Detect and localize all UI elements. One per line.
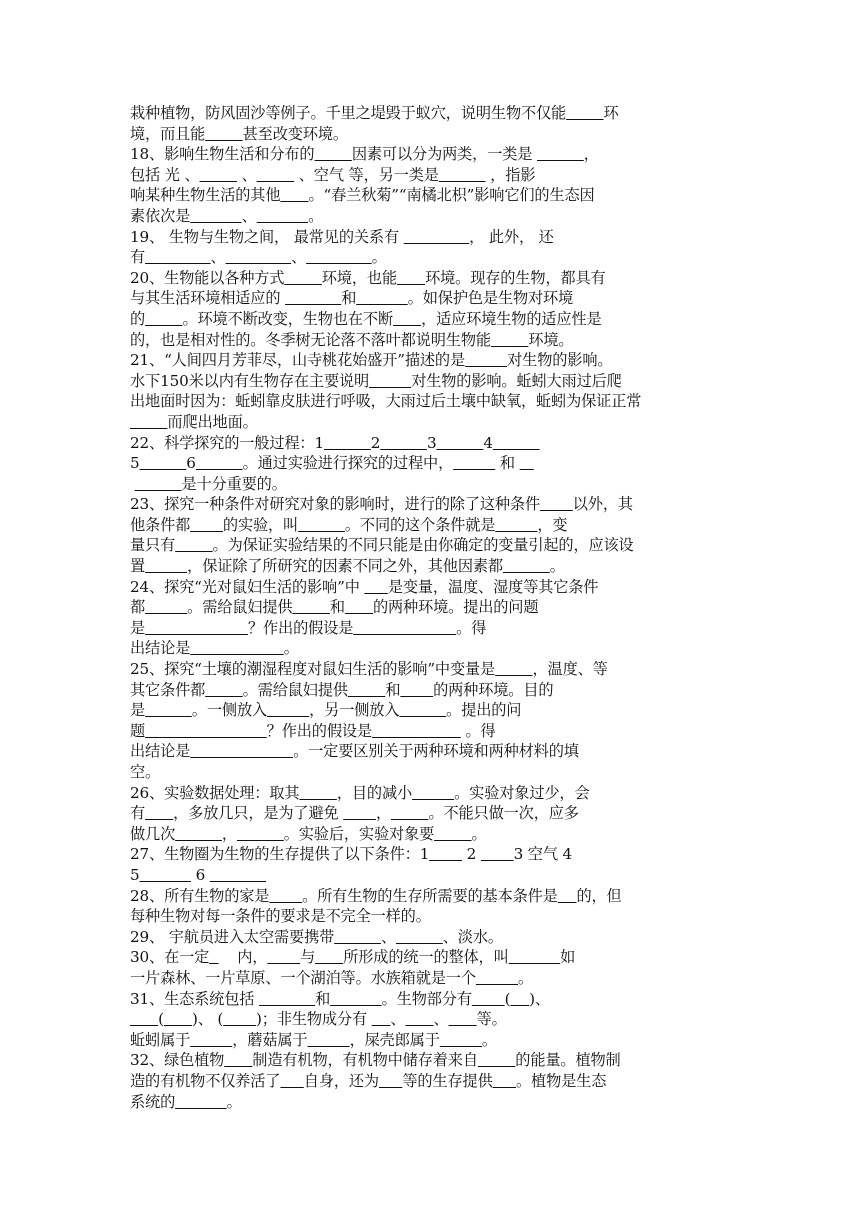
fill-in-blank[interactable] [393, 310, 421, 328]
fill-in-blank[interactable] [405, 1010, 433, 1028]
fill-in-blank[interactable] [412, 784, 454, 802]
fill-in-blank[interactable] [145, 598, 187, 616]
text-line: 与其生活环境相适应的 和 。如保护色是生物对环境 [130, 289, 574, 308]
text-line: 空。 [130, 763, 161, 781]
text-line: 都 。需给鼠妇提供 和 的两种环境。提出的问题 [130, 598, 539, 617]
text-line: 27、生物圈为生物的生存提供了以下条件：1 2 3 空气 4 [130, 845, 573, 864]
fill-in-blank[interactable] [510, 990, 529, 1008]
worksheet-page [130, 103, 724, 1112]
fill-in-blank[interactable] [493, 1072, 516, 1090]
fill-in-blank[interactable] [439, 166, 486, 184]
text-line: 是十分重要的。 [130, 474, 724, 495]
fill-in-blank[interactable] [145, 804, 173, 822]
fill-in-blank[interactable] [481, 845, 514, 863]
fill-in-blank[interactable] [145, 619, 248, 637]
fill-in-blank[interactable] [404, 228, 470, 246]
fill-in-blank[interactable] [379, 1072, 402, 1090]
fill-in-blank[interactable] [145, 722, 267, 740]
text-line: 有 ，多放几只，是为了避免 ， 。不能只做一次，应多 [130, 804, 579, 823]
text-line: 一片森林、一片草原、一个湖泊等。水族箱就是一个 。 [130, 968, 534, 987]
fill-in-blank[interactable] [299, 784, 336, 802]
fill-in-blank[interactable] [537, 145, 584, 163]
fill-in-blank[interactable] [372, 1010, 391, 1028]
text-line: 造的有机物不仅养活了 自身，还为 等的生存提供 。植物是生态 [130, 1071, 607, 1090]
text-line: 系统的 。 [130, 1092, 242, 1111]
text-line: 5 6 [130, 865, 724, 886]
text-line: 包括 光 、 、 、空气 等，另一类是 ，指影 [130, 165, 536, 184]
fill-in-blank[interactable] [190, 742, 293, 760]
text-line: 24、探究“光对鼠妇生活的影响”中 是变量，温度、湿度等其它条件 [130, 577, 599, 596]
fill-in-blank[interactable] [145, 557, 187, 575]
fill-in-blank[interactable] [364, 578, 387, 596]
fill-in-blank[interactable] [200, 166, 237, 184]
fill-in-blank[interactable] [205, 125, 242, 143]
fill-in-blank[interactable] [334, 928, 381, 946]
fill-in-blank[interactable] [369, 372, 411, 390]
fill-in-blank[interactable] [145, 701, 192, 719]
text-line: 的，也是相对性的。冬季树无论落不落叶都说明生物能 环境。 [130, 330, 574, 349]
fill-in-blank[interactable] [400, 681, 433, 699]
fill-in-blank[interactable] [343, 804, 376, 822]
text-line: 23、探究一种条件对研究对象的影响时，进行的除了这种条件 以外，其 [130, 495, 633, 514]
fill-in-blank[interactable] [190, 207, 241, 225]
fill-in-blank[interactable] [380, 434, 427, 452]
text-line: ( )、 ( )；非生物成分有 、 、 等。 [130, 1009, 724, 1030]
fill-in-blank[interactable] [190, 1031, 232, 1049]
fill-in-blank[interactable] [391, 804, 428, 822]
text-line: 31、生态系统包括 和 。生物部分有 ( )、 [130, 989, 550, 1008]
fill-in-blank[interactable] [315, 948, 343, 966]
fill-in-blank[interactable] [520, 454, 534, 472]
text-line: 做几次 ， 。实验后，实验对象要 。 [130, 824, 487, 843]
text-line: 其它条件都 。需给鼠妇提供 和 的两种环境。目的 [130, 680, 554, 699]
fill-in-blank[interactable] [495, 516, 537, 534]
text-line: 29、 宇航员进入太空需要携带 、 、淡水。 [130, 927, 503, 946]
fill-in-blank[interactable] [259, 990, 315, 1008]
text-line: 25、探究“土壤的潮湿程度对鼠妇生活的影响”中变量是 ，温度、等 [130, 660, 608, 679]
text-line: 每种生物对每一条件的要求是不完全一样的。 [130, 907, 431, 926]
fill-in-blank[interactable] [175, 536, 212, 554]
text-line: 出结论是 。 [130, 639, 299, 658]
fill-in-blank[interactable] [145, 310, 182, 328]
text-line: 量只有 。为保证实验结果的不同只能是由你确定的变量引起的，应该设 [130, 536, 634, 555]
fill-in-blank[interactable] [429, 845, 462, 863]
fill-in-blank[interactable] [190, 516, 223, 534]
fill-in-blank[interactable] [269, 887, 302, 905]
fill-in-blank[interactable] [465, 351, 507, 369]
fill-in-blank[interactable] [257, 166, 294, 184]
fill-in-blank[interactable] [223, 1010, 256, 1028]
fill-in-blank[interactable] [175, 825, 222, 843]
fill-in-blank[interactable] [284, 269, 321, 287]
text-line: 有 、 、 。 [130, 248, 387, 267]
fill-in-blank[interactable] [449, 1010, 477, 1028]
fill-in-blank[interactable] [210, 866, 266, 884]
fill-in-blank[interactable] [257, 207, 308, 225]
fill-in-blank[interactable] [190, 639, 284, 657]
fill-in-blank[interactable] [396, 928, 443, 946]
fill-in-blank[interactable] [140, 866, 191, 884]
fill-in-blank[interactable] [267, 948, 300, 966]
fill-in-blank[interactable] [434, 825, 471, 843]
text-line: 21、“人间四月芳菲尽，山寺桃花始盛开”描述的是 对生物的影响。 [130, 351, 613, 370]
fill-in-blank[interactable] [267, 701, 309, 719]
fill-in-blank[interactable] [493, 434, 540, 452]
text-line: 境，而且能 甚至改变环境。 [130, 124, 348, 143]
text-line: 26、实验数据处理：取其 ，目的减小 。实验对象过少，会 [130, 783, 590, 802]
fill-in-blank[interactable] [314, 145, 351, 163]
text-line: 而爬出地面。 [130, 412, 724, 433]
fill-in-blank[interactable] [324, 434, 371, 452]
fill-in-blank[interactable] [135, 475, 182, 493]
fill-in-blank[interactable] [476, 969, 518, 987]
fill-in-blank[interactable] [292, 598, 329, 616]
fill-in-blank[interactable] [306, 248, 372, 266]
fill-in-blank[interactable] [540, 495, 573, 513]
text-line: 19、 生物与生物之间， 最常见的关系有 ， 此外， 还 [130, 227, 554, 246]
fill-in-blank[interactable] [453, 454, 495, 472]
fill-in-blank[interactable] [345, 598, 373, 616]
text-line: 蚯蚓属于 ，蘑菇属于 ，屎壳郎属于 。 [130, 1030, 497, 1049]
text-line: 20、生物能以各种方式 环境，也能 环境。现存的生物，都具有 [130, 268, 606, 287]
fill-in-blank[interactable] [399, 701, 446, 719]
text-line: 32、绿色植物 制造有机物，有机物中储存着来自 的能量。植物制 [130, 1051, 621, 1070]
fill-in-blank[interactable] [372, 722, 461, 740]
fill-in-blank[interactable] [280, 186, 308, 204]
fill-in-blank[interactable] [224, 1051, 252, 1069]
text-line: 置 ，保证除了所研究的因素不同之外，其他因素都 。 [130, 557, 565, 576]
text-line: 水下150米以内有生物存在主要说明 对生物的影响。蚯蚓大雨过后爬 [130, 371, 622, 390]
text-line: 的 。环境不断改变，生物也在不断 ，适应环境生物的适应性是 [130, 309, 602, 328]
fill-in-blank[interactable] [509, 948, 560, 966]
text-line: 素依次是 、 。 [130, 206, 324, 225]
fill-in-blank[interactable] [130, 1010, 158, 1028]
fill-in-blank[interactable] [495, 660, 532, 678]
text-line: 28、所有生物的家是 。所有生物的生存所需要的基本条件是 的，但 [130, 886, 622, 905]
text-line: 22、科学探究的一般过程：1 2 3 4 [130, 433, 724, 454]
fill-in-blank[interactable] [437, 434, 484, 452]
text-line: 30、在一定 内， 与 所形成的统一的整体，叫 如 [130, 948, 576, 967]
fill-in-blank[interactable] [491, 331, 528, 349]
fill-in-blank[interactable] [237, 825, 284, 843]
text-line: 是 ？作出的假设是 。得 [130, 618, 487, 637]
text-line: 他条件都 的实验，叫 。不同的这个条件就是 ，变 [130, 515, 568, 534]
fill-in-blank[interactable] [503, 557, 550, 575]
fill-in-blank[interactable] [478, 1051, 515, 1069]
fill-in-blank[interactable] [226, 248, 292, 266]
fill-in-blank[interactable] [440, 1031, 482, 1049]
fill-in-blank[interactable] [130, 413, 167, 431]
text-line: 栽种植物，防风固沙等例子。千里之堤毁于蚁穴，说明生物不仅能 环 [130, 104, 619, 122]
fill-in-blank[interactable] [397, 269, 425, 287]
fill-in-blank[interactable] [330, 990, 381, 1008]
text-line: 5 6 。通过实验进行探究的过程中， 和 [130, 453, 724, 474]
fill-in-blank[interactable] [348, 681, 385, 699]
fill-in-blank[interactable] [175, 1093, 226, 1111]
fill-in-blank[interactable] [205, 681, 242, 699]
fill-in-blank[interactable] [164, 1010, 192, 1028]
fill-in-blank[interactable] [472, 990, 505, 1008]
fill-in-blank[interactable] [356, 289, 407, 307]
fill-in-blank[interactable] [280, 1072, 303, 1090]
fill-in-blank[interactable] [196, 454, 243, 472]
fill-in-blank[interactable] [285, 289, 341, 307]
text-line: 18、影响生物生活和分布的 因素可以分为两类，一类是 ， [130, 145, 599, 164]
fill-in-blank[interactable] [307, 1031, 349, 1049]
fill-in-blank[interactable] [140, 454, 187, 472]
text-line: 出结论是 。一定要区别关于两种环境和两种材料的填 [130, 742, 579, 761]
fill-in-blank[interactable] [209, 948, 218, 966]
fill-in-blank[interactable] [566, 104, 603, 122]
text-line: 是 。一侧放入 ，另一侧放入 。提出的问 [130, 701, 522, 720]
fill-in-blank[interactable] [145, 248, 211, 266]
text-line: 响某种生物生活的其他 。“春兰秋菊”“南橘北枳”影响它们的生态因 [130, 186, 595, 205]
text-line: 题 ？作出的假设是 。得 [130, 721, 496, 740]
fill-in-blank[interactable] [558, 887, 577, 905]
fill-in-blank[interactable] [353, 619, 456, 637]
fill-in-blank[interactable] [298, 516, 345, 534]
text-line: 出地面时因为：蚯蚓靠皮肤进行呼吸，大雨过后土壤中缺氧，蚯蚓为保证正常 [130, 392, 642, 411]
